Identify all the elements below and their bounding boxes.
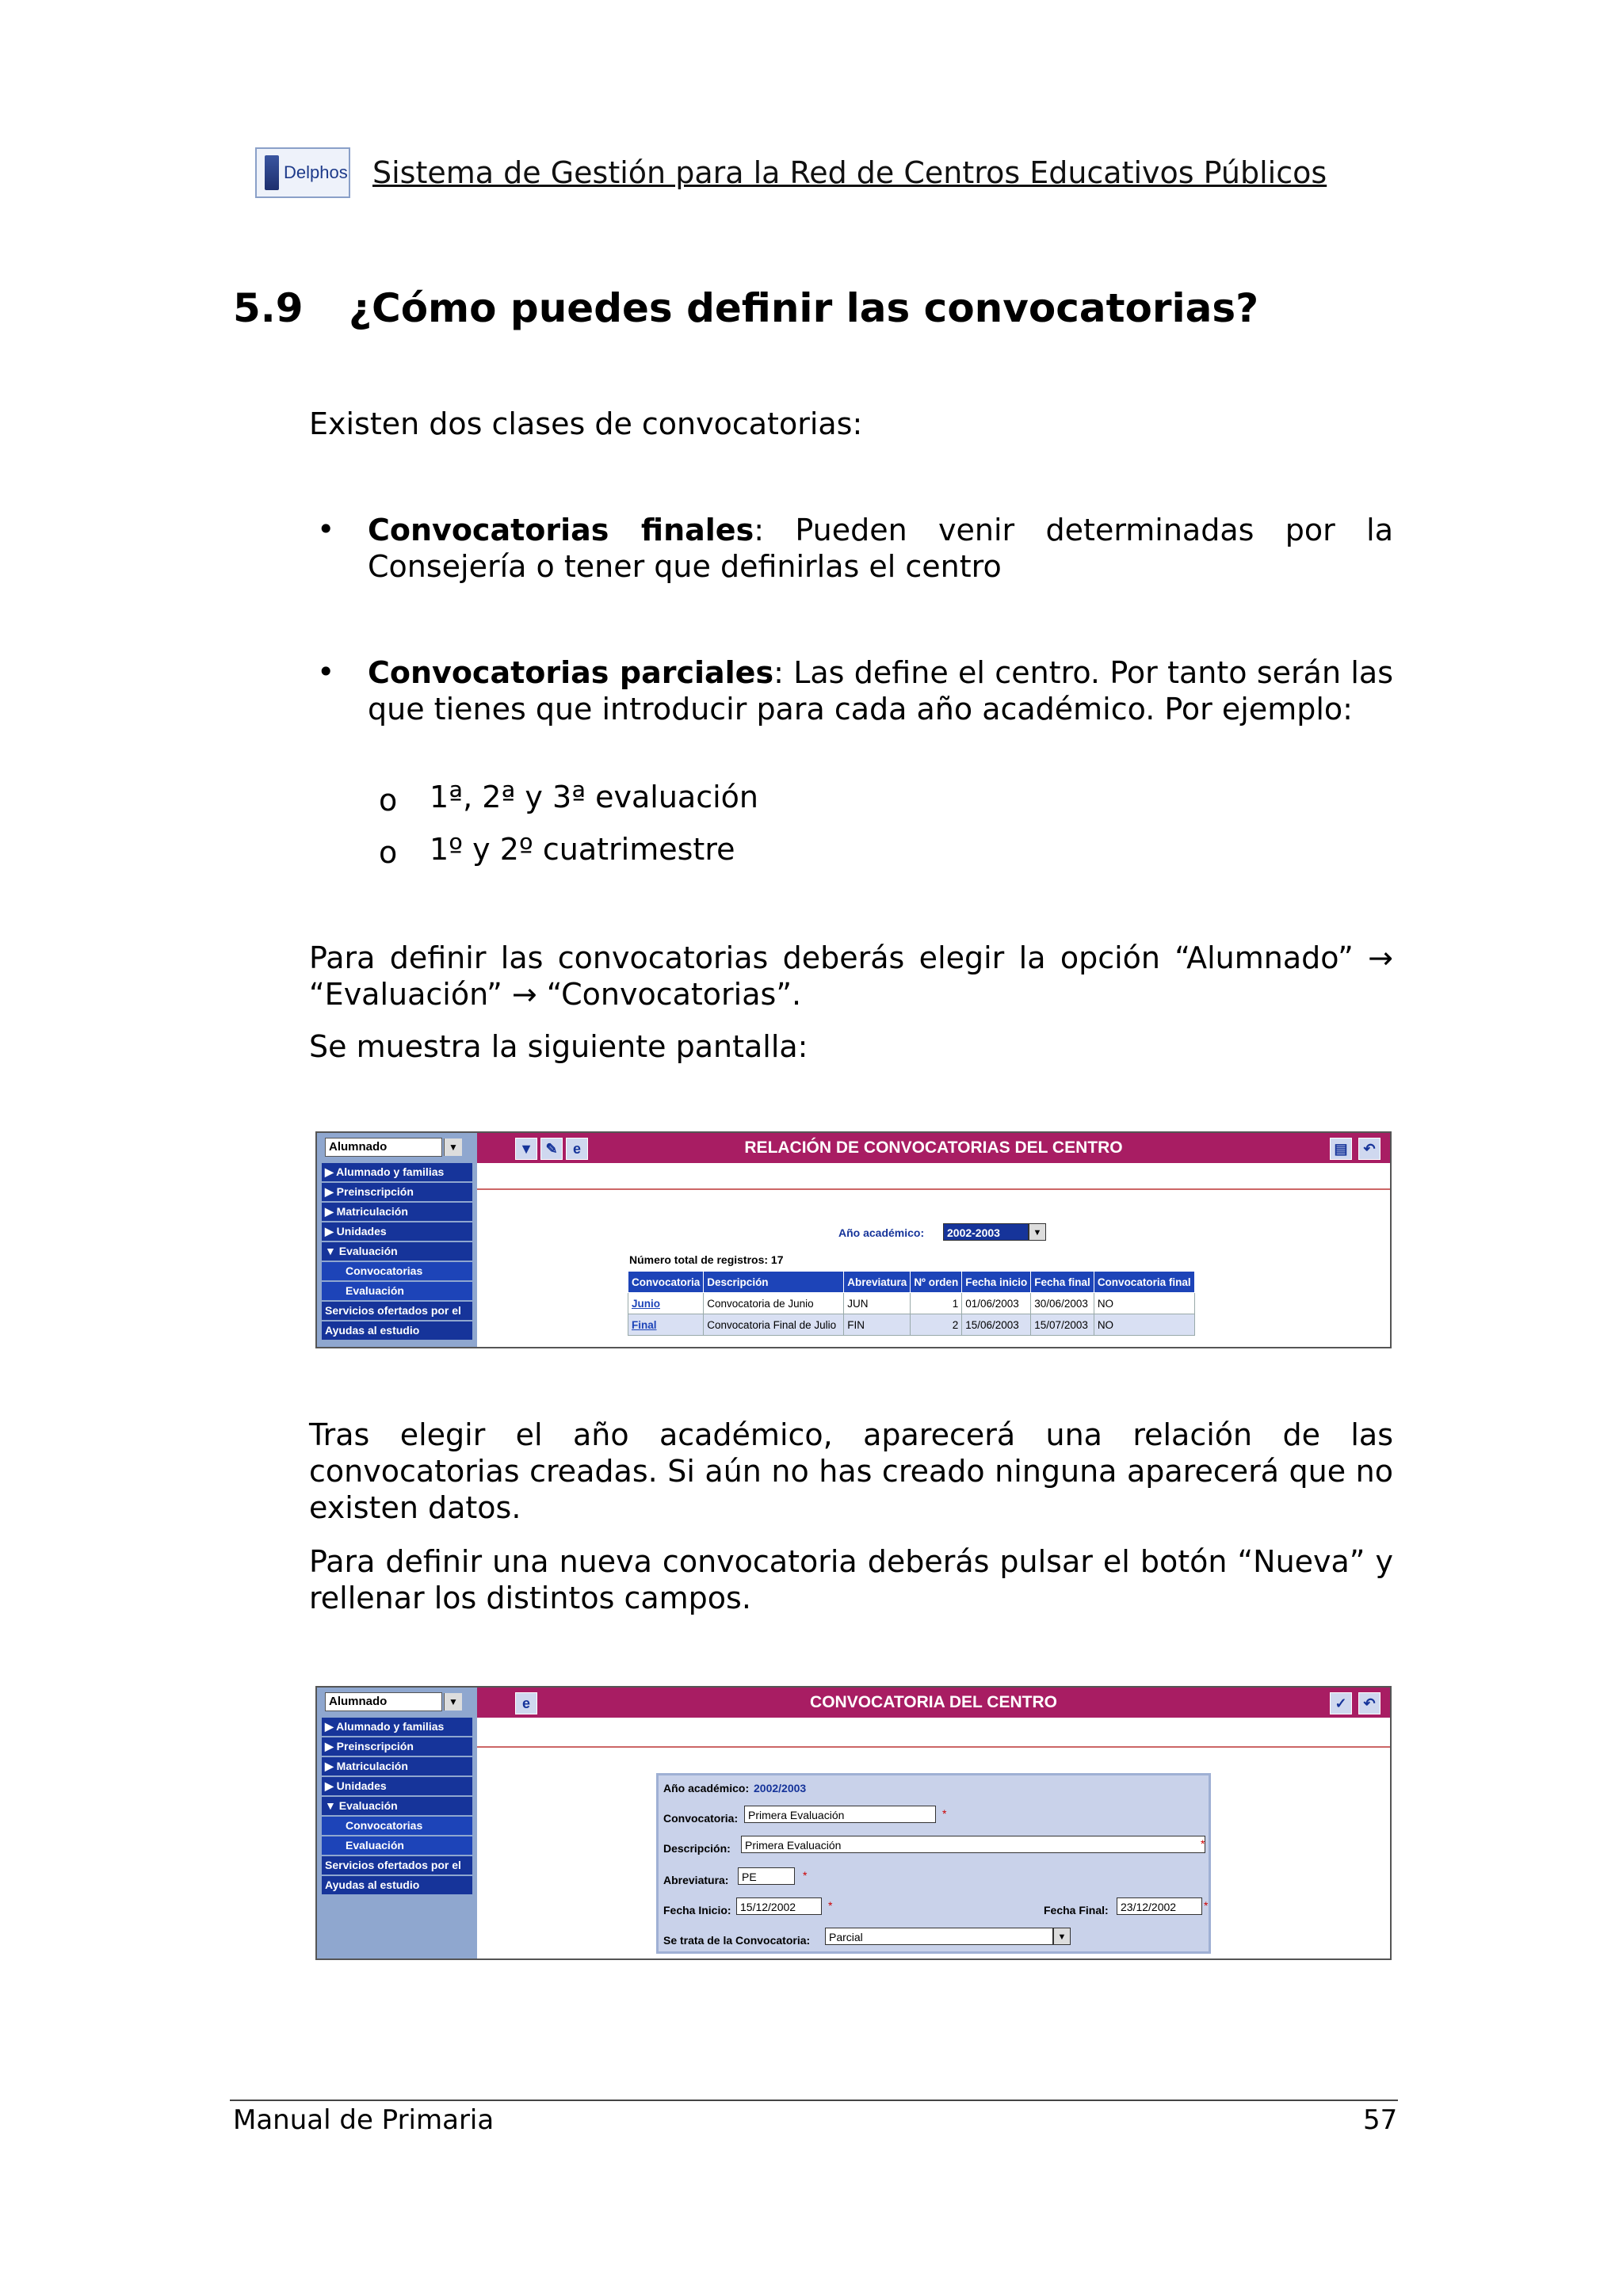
bullet-bold: Convocatorias finales [368,513,754,547]
menu-label: Matriculación [336,1205,408,1218]
abreviatura-field[interactable] [738,1867,795,1885]
required-marker: * [1204,1899,1209,1912]
sidebar [317,1133,477,1347]
explorer-icon[interactable]: e [515,1692,537,1714]
column-icon [265,155,279,190]
menu-label: Evaluación [346,1839,404,1852]
sidebar-menu [322,1718,472,1896]
screenshot-convocatoria-form [315,1686,1392,1960]
module-select[interactable] [325,1138,458,1157]
title-bar [477,1133,1390,1163]
sub-bullet-marker: o [379,835,398,870]
col-header[interactable]: Convocatoria final [1094,1272,1194,1293]
table-cell: NO [1094,1293,1194,1314]
new-document-icon[interactable]: ▤ [1330,1138,1352,1160]
sidebar-item-preinscripcion[interactable]: ▶ Preinscripción [322,1737,472,1757]
menu-label: Evaluación [338,1799,398,1812]
menu-label: Alumnado y familias [336,1165,445,1178]
screen-title: RELACIÓN DE CONVOCATORIAS DEL CENTRO [744,1138,1123,1157]
convocatoria-field[interactable] [744,1806,936,1823]
required-marker: * [1201,1837,1205,1850]
fecha-inicio-label: Fecha Inicio: [663,1904,731,1917]
year-value: 2002-2003 [947,1226,1000,1239]
back-icon[interactable]: ↶ [1358,1138,1381,1160]
footer-title: Manual de Primaria [233,2104,495,2136]
table-cell: FIN [844,1314,911,1336]
sidebar-item-matriculacion[interactable]: ▶ Matriculación [322,1203,472,1222]
edit-icon[interactable]: ✎ [540,1138,563,1160]
bullet-finales [368,512,1393,585]
bullet-text: : Pueden venir determinadas por la Consejería o tener que definirlas el centro [368,513,1394,584]
required-marker: * [828,1899,833,1912]
delphos-logo [255,147,350,198]
bullet-text: : Las define el centro. Por tanto serán las que tienes que introducir para cada año académico. Por ejemplo: [368,655,1394,727]
section-title: ¿Cómo puedes definir las convocatorias? [349,285,1259,331]
menu-label: Preinscripción [336,1740,414,1753]
bullet-dot: • [317,512,335,547]
table-cell: Convocatoria Final de Julio [704,1314,844,1336]
menu-label: Alumnado y familias [336,1720,445,1733]
descripcion-label: Descripción: [663,1842,731,1855]
table-cell: 01/06/2003 [962,1293,1031,1314]
table-cell: NO [1094,1314,1194,1336]
bullet-bold: Convocatorias parciales [368,655,774,690]
sidebar-item-convocatorias[interactable] [322,1262,472,1282]
year-value: 2002/2003 [754,1782,807,1794]
menu-label: Convocatorias [346,1264,423,1277]
chevron-down-icon[interactable]: ▼ [1029,1223,1046,1241]
row-link[interactable]: Junio [632,1297,660,1310]
menu-label: Matriculación [336,1760,408,1772]
col-header[interactable]: Abreviatura [844,1272,911,1293]
table-cell: JUN [844,1293,911,1314]
table-cell: 15/06/2003 [962,1314,1031,1336]
col-header[interactable]: Fecha final [1031,1272,1094,1293]
fecha-inicio-value: 15/12/2002 [740,1901,796,1913]
tipo-select[interactable] [825,1928,1053,1945]
table-cell: 2 [911,1314,962,1336]
year-select[interactable] [943,1223,1029,1241]
abreviatura-value: PE [742,1871,757,1883]
module-select[interactable] [325,1692,458,1711]
abreviatura-label: Abreviatura: [663,1874,729,1886]
accept-icon[interactable]: ✓ [1330,1692,1352,1714]
sidebar-item-unidades[interactable]: ▶ Unidades [322,1777,472,1797]
convocatoria-value: Primera Evaluación [748,1809,845,1821]
table-header-row [628,1272,1195,1293]
explorer-icon[interactable]: e [566,1138,588,1160]
convocatoria-form [656,1773,1211,1954]
fecha-inicio-field[interactable] [736,1897,822,1915]
fecha-final-field[interactable] [1117,1897,1202,1915]
sub-bullet-cuatrimestre: 1º y 2º cuatrimestre [430,832,735,867]
tipo-value: Parcial [829,1931,863,1943]
screen-title: CONVOCATORIA DEL CENTRO [810,1693,1057,1711]
divider [477,1746,1390,1748]
menu-label: Servicios ofertados por el [325,1859,461,1871]
fecha-final-label: Fecha Final: [1044,1904,1109,1917]
back-icon[interactable]: ↶ [1358,1692,1381,1714]
paragraph-screen-intro: Se muestra la siguiente pantalla: [309,1029,808,1064]
col-header[interactable]: Fecha inicio [962,1272,1031,1293]
table-cell: 1 [911,1293,962,1314]
descripcion-value: Primera Evaluación [745,1839,842,1852]
total-records: Número total de registros: 17 [629,1253,784,1266]
screenshot-convocatorias-list [315,1131,1392,1348]
tipo-label: Se trata de la Convocatoria: [663,1934,811,1947]
menu-label: Evaluación [338,1245,398,1257]
sidebar-item-preinscripcion[interactable]: ▶ Preinscripción [322,1183,472,1203]
sidebar-item-servicios[interactable] [322,1302,472,1322]
convocatoria-label: Convocatoria: [663,1812,739,1825]
table-cell: 30/06/2003 [1031,1293,1094,1314]
convocatorias-table [628,1271,1195,1336]
sidebar-item-matriculacion[interactable]: ▶ Matriculación [322,1757,472,1777]
intro-paragraph: Existen dos clases de convocatorias: [309,406,863,441]
page-number: 57 [1363,2104,1398,2136]
menu-label: Servicios ofertados por el [325,1304,461,1317]
chevron-down-icon[interactable]: ▼ [444,1693,462,1711]
sidebar-item-convocatorias[interactable] [322,1817,472,1836]
menu-label: Ayudas al estudio [325,1878,420,1891]
module-select-value: Alumnado [329,1695,388,1708]
chevron-down-icon[interactable]: ▼ [1053,1928,1071,1945]
bullet-dot: • [317,654,335,689]
descripcion-field[interactable] [741,1836,1205,1853]
sidebar-item-alumnado[interactable]: ▶ Alumnado y familias [322,1718,472,1737]
sub-bullet-evaluacion: 1ª, 2ª y 3ª evaluación [430,780,758,814]
paragraph-option-path: Para definir las convocatorias deberás elegir la opción “Alumnado” → “Evaluación” → “Convocatorias”. [309,940,1393,1012]
footer-divider [230,2100,1398,2101]
table-cell[interactable] [628,1314,704,1336]
sidebar-item-ayudas[interactable] [322,1322,472,1341]
fecha-final-value: 23/12/2002 [1121,1901,1177,1913]
logo-text: Delphos [284,162,348,182]
sidebar-menu [322,1163,472,1341]
row-link[interactable]: Final [632,1318,657,1331]
chevron-down-icon[interactable]: ▼ [444,1138,462,1156]
menu-label: Convocatorias [346,1819,423,1832]
module-select-value: Alumnado [329,1140,388,1154]
sidebar [317,1688,477,1958]
page-header [255,144,1327,201]
sidebar-item-ayudas[interactable] [322,1876,472,1896]
table-cell[interactable] [628,1293,704,1314]
required-marker: * [942,1807,947,1820]
table-row [628,1293,1195,1314]
table-row [628,1314,1195,1336]
sidebar-item-evaluacion-sub[interactable] [322,1836,472,1856]
sidebar-item-evaluacion[interactable]: ▼ Evaluación [322,1797,472,1817]
menu-label: Preinscripción [336,1185,414,1198]
title-bar [477,1688,1390,1718]
sidebar-item-servicios[interactable] [322,1856,472,1876]
paragraph-after-year: Tras elegir el año académico, aparecerá una relación de las convocatorias creadas. Si aún no has creado ninguna aparecerá que no existen datos. [309,1417,1393,1525]
filter-icon[interactable]: ▼ [515,1138,537,1160]
bullet-parciales [368,654,1393,727]
menu-label: Evaluación [346,1284,404,1297]
divider [477,1188,1390,1190]
sidebar-item-unidades[interactable]: ▶ Unidades [322,1222,472,1242]
section-number: 5.9 [233,285,304,331]
section-heading [233,285,1258,331]
col-header[interactable]: Descripción [704,1272,844,1293]
menu-label: Unidades [336,1225,387,1238]
year-label: Año académico: [838,1226,925,1239]
required-marker: * [803,1869,808,1882]
header-title: Sistema de Gestión para la Red de Centros Educativos Públicos [372,155,1327,190]
paragraph-new-button: Para definir una nueva convocatoria deberás pulsar el botón “Nueva” y rellenar los distintos campos. [309,1544,1393,1615]
table-cell: Convocatoria de Junio [704,1293,844,1314]
sidebar-item-evaluacion[interactable]: ▼ Evaluación [322,1242,472,1262]
col-header[interactable]: Nº orden [911,1272,962,1293]
sub-bullet-marker: o [379,783,398,818]
table-cell: 15/07/2003 [1031,1314,1094,1336]
sidebar-item-alumnado[interactable]: ▶ Alumnado y familias [322,1163,472,1183]
sidebar-item-evaluacion-sub[interactable] [322,1282,472,1302]
menu-label: Unidades [336,1779,387,1792]
menu-label: Ayudas al estudio [325,1324,420,1337]
year-label: Año académico: [663,1782,750,1794]
col-header[interactable]: Convocatoria [628,1272,704,1293]
